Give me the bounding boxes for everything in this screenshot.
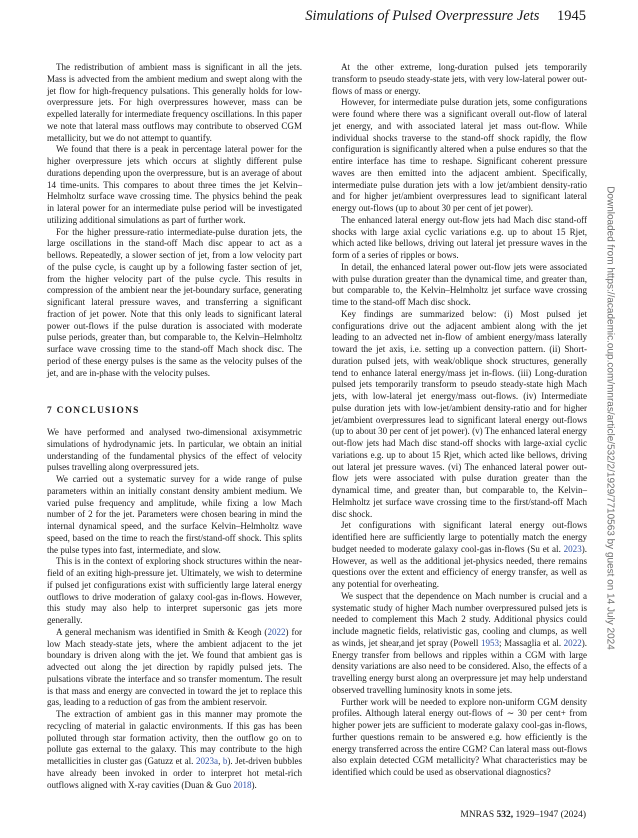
- right-column: [332, 62, 587, 779]
- paragraph-text: A general mechanism was identified in Smith & Keogh (: [56, 626, 268, 637]
- paragraph: Further work will be needed to explore non-uniform CGM density profiles. Although lateral energy out-flows of ∼ 30 per cent+ from higher power jets are sufficient to moderate galaxy cool-gas in-flows, further questions remain to be answered e.g. how efficiently is the energy transferred across the entire CGM? Can lateral mass out-flows also explain detected CGM metallicity? What characteristics may be identified which could be used as observational diagnostics?: [332, 696, 587, 777]
- citation-link[interactable]: 2022: [563, 637, 582, 648]
- pages-year: 1929–1947 (2024): [515, 810, 586, 820]
- paragraph-text: ).: [251, 779, 257, 790]
- paragraph-text: ) for low Mach steady-state jets, where the ambient adjacent to the jet boundary is driven along with the jet. We found that ambient gas is advected out along the jet direction by rapidly pulsed jets. The pulsations vibrate the interface and so transfer momentum. The result is that mass and energy are convected in toward the jet to replace this gas, leading to a reduction of gas from the ambient reservoir.: [47, 626, 302, 708]
- paragraph: [47, 709, 302, 791]
- paragraph: The enhanced lateral energy out-flow jets had Mach disc stand-off shocks with large axial cyclic variations e.g. up to about 15 Rjet, which acted like bellows, driving out lateral jet pressure waves in the form of a series of ripples or bows.: [332, 214, 587, 260]
- journal-name: MNRAS: [460, 810, 495, 820]
- download-note: Downloaded from https://academic.oup.com/mnras/article/532/2/1929/7710563 by guest on 14 July 2024: [604, 186, 616, 650]
- journal-volume: 532,: [496, 810, 514, 820]
- paragraph-text: ). However, as well as the additional jet-physics needed, there remains questions over the extent and efficiency of energy transfer, as well as any potential for overheating.: [332, 543, 587, 589]
- citation-link[interactable]: 2023: [563, 543, 582, 554]
- paragraph: This is in the context of exploring shock structures within the near-field of an exiting high-pressure jet. Ultimately, we wish to determine if pulsed jet configurations exist with sufficiently large lateral energy outflows to drive moderation of galaxy cool-gas in-flows. However, this study may also help to interpret supersonic gas jets more generally.: [47, 556, 302, 625]
- paragraph: For the higher pressure-ratio intermediate-pulse duration jets, the large oscillations in the stand-off Mach disc appear to act as a bellows. Repeatedly, a slower section of jet, from a low velocity part of the pulse cycle, is caught up by a following faster section of jet, from the higher velocity part of the pulse cycle. This results in compression of the ambient near the jet-boundary surface, generating significant lateral pressure waves, and transferring a significant fraction of jet power. Note that this only leads to significant lateral power out-flows if the pulse duration is associated with moderate pulse periods, greater than, but comparable to, the Kelvin–Helmholtz surface wave crossing time to the stand-off Mach shock disc. The period of these energy pulses is the same as the velocity pulses of the jet, and are in-phase with the velocity pulses.: [47, 226, 302, 378]
- citation-link[interactable]: 2023a: [195, 756, 219, 766]
- citation-link[interactable]: 1953: [480, 637, 500, 648]
- page-footer: [460, 810, 586, 820]
- running-header: [305, 8, 586, 25]
- paragraph-text: We suspect that the dependence on Mach number is crucial and a systematic study of higher Mach number overpressured pulsed jets is needed to complement this Mach 2 study. Additional physics could include magnetic fields, relativistic gas, cooling and clumps, as well as winds, jet shear,and jet spray (Powell: [332, 590, 587, 648]
- running-title: Simulations of Pulsed Overpressure Jets: [305, 8, 540, 24]
- citation-link[interactable]: b: [222, 756, 228, 766]
- section-heading: 7 CONCLUSIONS: [47, 406, 140, 417]
- paragraph-text: ; Massaglia et al.: [499, 637, 564, 648]
- paragraph: [332, 520, 587, 591]
- citation-link[interactable]: 2022: [267, 626, 286, 637]
- paragraph-text: ). Energy transfer from bellows and ripples within a CGM with large density variations are also need to be considered. Also, the effects of a travelling energy burst along an overpressure jet may help understand observed travelling luminosity knots in some jets.: [332, 637, 588, 695]
- paragraph: We have performed and analysed two-dimensional axisymmetric simulations of hydrodynamic jets. In particular, we obtain an initial understanding of the fundamental physics of the effect of velocity pulses travelling along overpressured jets.: [47, 427, 302, 473]
- paragraph-text: ). Jet-driven bubbles have already been invoked in order to interpret hot metal-rich outflows aligned with X-ray cavities (Duan & Guo: [47, 756, 302, 790]
- left-column: [47, 62, 302, 791]
- paragraph: The redistribution of ambient mass is significant in all the jets. Mass is advected from the ambient medium and swept along with the jet flow for high-frequency pulsations. This generally holds for low-overpressure jets. For high overpressures however, mass can be expelled laterally for intermediate frequency oscillations. In this paper we note that lateral mass outflows may contribute to observed CGM metallicity, but we do not attempt to quantify.: [47, 62, 302, 143]
- paragraph: In detail, the enhanced lateral power out-flow jets were associated with pulse duration greater than the dynamical time, and greater than, but comparable to, the Kelvin–Helmholtz jet surface wave crossing time to the stand-off Mach disc shock.: [332, 261, 587, 307]
- paragraph: [332, 591, 587, 697]
- paragraph: We carried out a systematic survey for a wide range of pulse parameters within an initially constant density ambient medium. We varied pulse frequency and amplitude, while fixing a low Mach number of 2 for the jet. Parameters were chosen bearing in mind the internal dynamical speed, and the surface Kelvin–Helmholtz wave speed, based on the time to reach the first/stand-off shock. This splits the pulse types into fast, intermediate, and slow.: [47, 474, 302, 555]
- paragraph: We found that there is a peak in percentage lateral power for the higher overpressure jets which occurs at slightly different pulse durations depending upon the overpressure, but is an average of about 14 time-units. This compares to about three times the jet Kelvin–Helmholtz surface wave crossing time. The physics behind the peak in lateral power for an intermediate pulse period will be investigated utilizing additional simulations as part of further work.: [47, 144, 302, 225]
- paragraph: At the other extreme, long-duration pulsed jets temporarily transform to pseudo steady-state jets, with very low-lateral power out-flows of mass or energy.: [332, 62, 587, 96]
- paragraph: [47, 627, 302, 709]
- paragraph: Key findings are summarized below: (i) Most pulsed jet configurations drive out the adjacent ambient along with the jet leading to an advected net in-flow of ambient energy/mass laterally toward the jet axis, i.e. setting up a convection pattern. (ii) Short-duration pulsed jets, with weak/oblique shock structures, generally tend to enhance lateral energy/mass jet in-flows. (iii) Long-duration pulsed jets temporarily transform to pseudo steady-state high Mach jets, with low-lateral jet energy/mass out-flows. (iv) Intermediate pulse duration jets with low-jet/ambient density-ratio and for higher jet/ambient overpressures lead to significant lateral energy out-flows (up to about 30 per cent of jet power). (v) The enhanced lateral energy out-flow jets had Mach disc stand-off shocks with large-axial cyclic variations e.g. up to about 15 Rjet, which acted like bellows, driving out lateral jet pressure waves. (vi) The enhanced lateral power out-flow jets were associated with pulse duration greater than the dynamical time, and greater than, but comparable to, the Kelvin–Helmholtz jet surface wave crossing time to the first/stand-off Mach disc shock.: [332, 308, 587, 519]
- paragraph-text: ,: [218, 756, 223, 766]
- paragraph-text: Jet configurations with significant lateral energy out-flows identified here are sufficiently large to potentially match the energy budget needed to moderate galaxy cool-gas in-flows (Su et al.: [332, 520, 587, 554]
- citation-link[interactable]: 2018: [233, 779, 252, 790]
- page-number: 1945: [557, 8, 586, 24]
- paragraph-text: The extraction of ambient gas in this manner may promote the recycling of material in galactic environments. If this gas has been polluted through star formation activity, then the outflow go on to pollute gas external to the galaxy. This may contribute to the high metallicities in cluster gas (Gatuzz et al.: [47, 709, 302, 766]
- paragraph: However, for intermediate pulse duration jets, some configurations were found where there was a significant overall out-flow of lateral jet energy, and with associated lateral jet mass out-flow. While individual shocks traverse to the stand-off shock rapidly, the flow configuration is significantly altered when a pulse endures so that the entire interface has time to reshape. Significant coherent pressure waves are then emitted into the adjacent ambient. Specifically, intermediate pulse duration jets with a low jet/ambient density-ratio and for higher jet/ambient overpressures lead to significant lateral energy out-flows (up to about 30 per cent of jet power).: [332, 97, 587, 213]
